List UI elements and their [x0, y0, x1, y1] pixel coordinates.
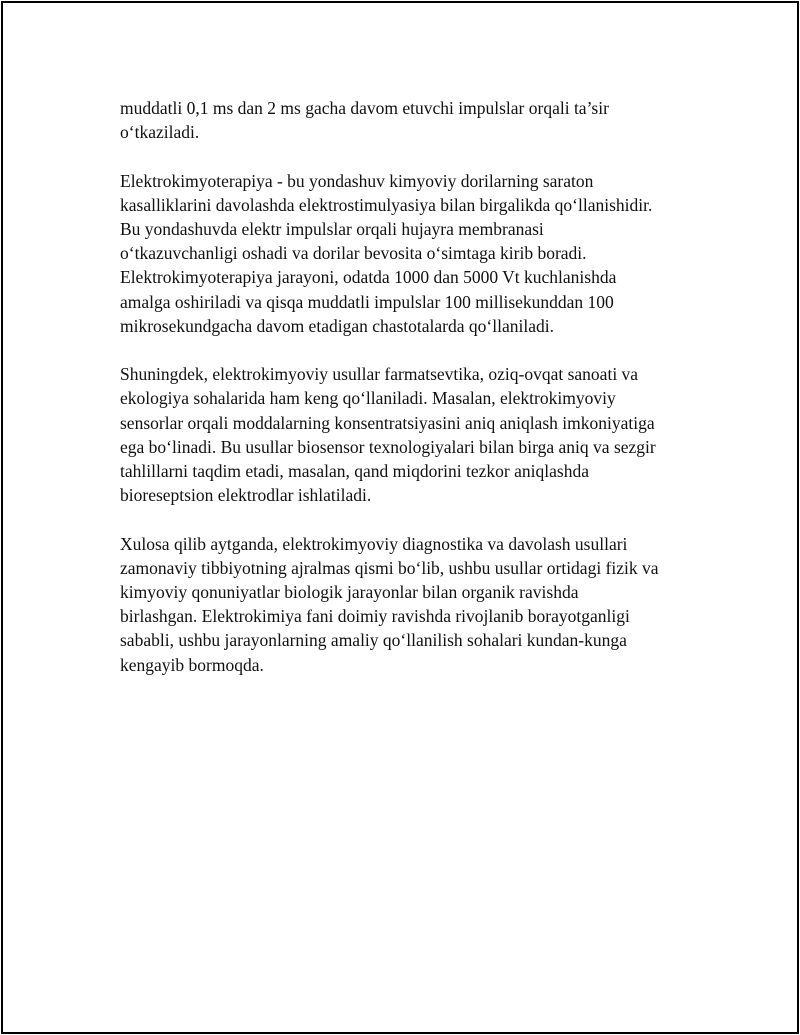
paragraph-applications: Shuningdek, elektrokimyoviy usullar farmatsevtika, oziq-ovqat sanoati va ekologiya sohalarida ham keng qo‘llaniladi. Masalan, elektrokimyoviy sensorlar orqali moddalarning konsentratsiyasini aniq aniqlash imkoniyatiga ega bo‘linadi. Bu usullar biosensor texnologiyalari bilan birga aniq va sezgir tahlillarni taqdim etadi, masalan, qand miqdorini tezkor aniqlashda bioreseptsion elektrodlar ishlatiladi. [120, 364, 656, 506]
paragraph-conclusion: Xulosa qilib aytganda, elektrokimyoviy diagnostika va davolash usullari zamonaviy tibbiyotning ajralmas qismi bo‘lib, ushbu usullar ortidagi fizik va kimyoviy qonuniyatlar biologik jarayonlar bilan organik ravishda birlashgan. Elektrokimiya fani doimiy ravishda rivojlanib borayotganligi sababli, ushbu jarayonlarning amaliy qo‘llanilish sohalari kundan-kunga kengayib bormoqda. [120, 533, 659, 675]
document-body [120, 96, 695, 701]
page-frame [1, 1, 799, 1034]
paragraph-electrochemotherapy: Elektrokimyoterapiya - bu yondashuv kimyoviy dorilarning saraton kasalliklarini davolashda elektrostimulyasiya bilan birgalikda qo‘llanishidir. Bu yondashuvda elektr impulslar orqali hujayra membranasi o‘tkazuvchanligi oshadi va dorilar bevosita o‘simtaga kirib boradi. Elektrokimyoterapiya jarayoni, odatda 1000 dan 5000 Vt kuchlanishda amalga oshiriladi va qisqa muddatli impulslar 100 millisekunddan 100 mikrosekundgacha davom etadigan chastotalarda qo‘llaniladi. [120, 170, 653, 336]
paragraph-continuation: muddatli 0,1 ms dan 2 ms gacha davom etuvchi impulslar orqali ta’sir o‘tkaziladi. [120, 98, 609, 143]
